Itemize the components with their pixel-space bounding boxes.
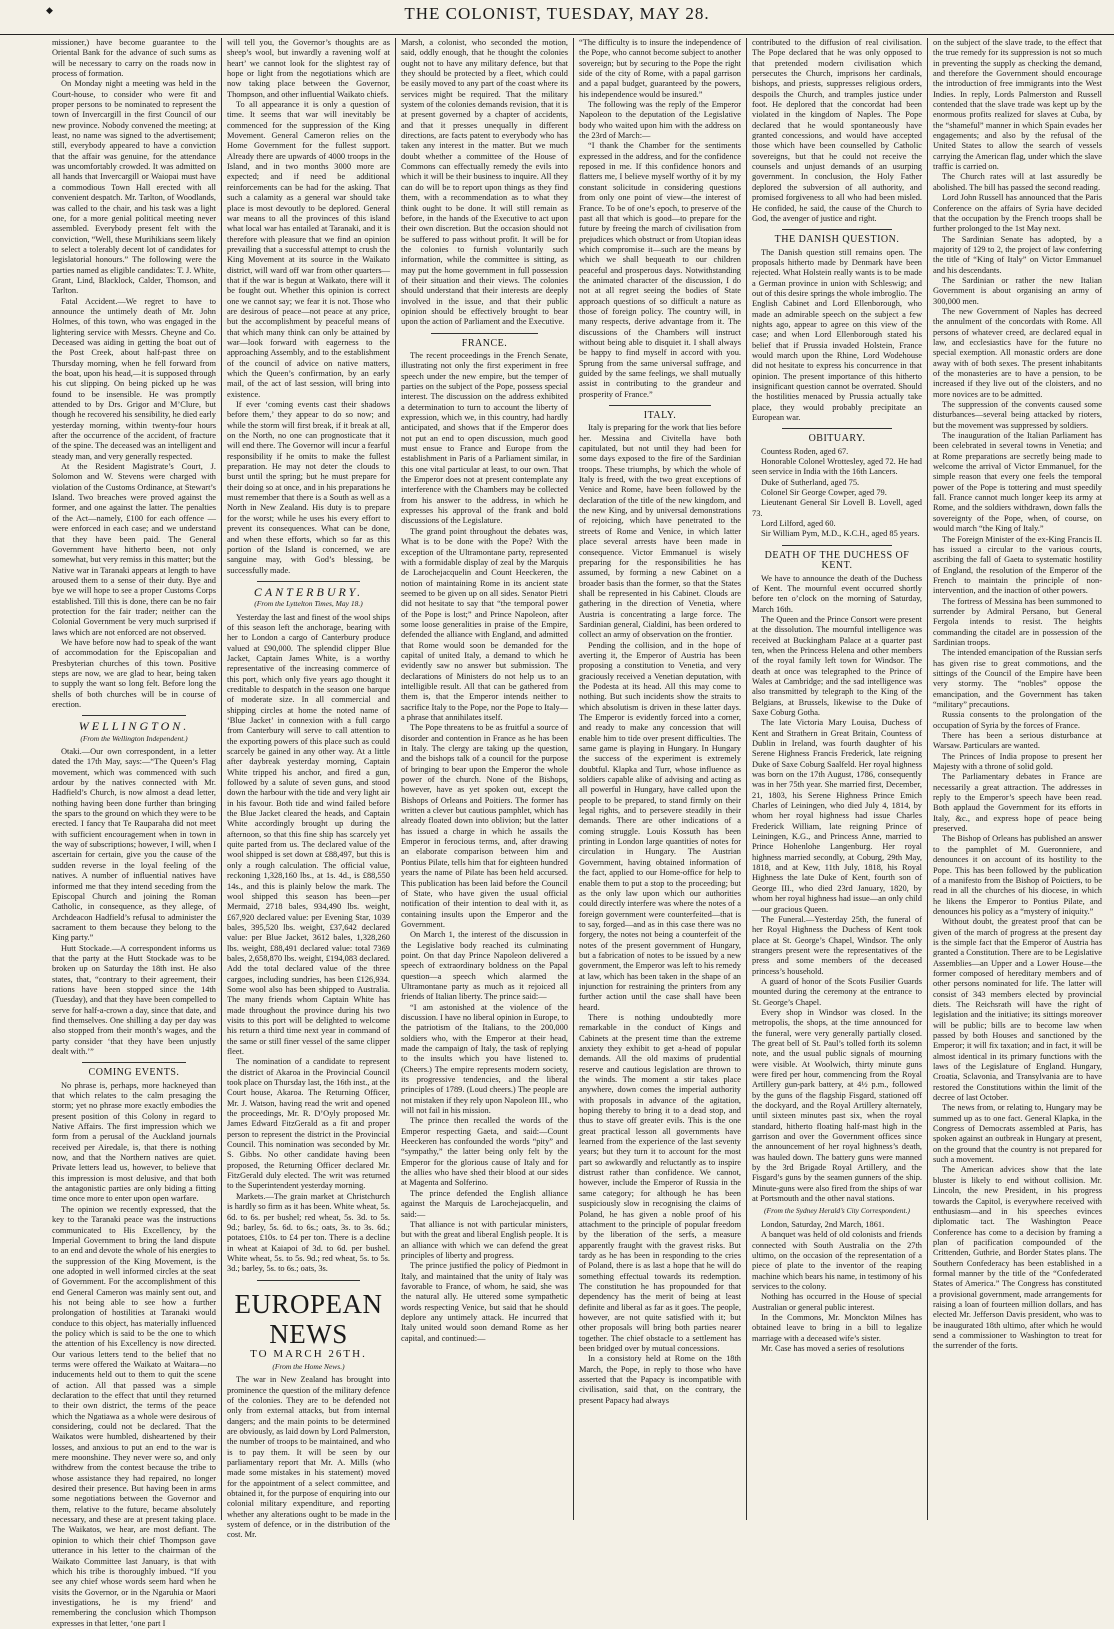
source-credit: (From the Home News.) bbox=[272, 1361, 345, 1371]
article-paragraph: The nomination of a candidate to represent the district of Akaroa in the Provincial Council took place on Thursday last, the 16th inst., at the Court house, Akaroa. The Returning Officer, Mr. J. Watson, having read the writ and opened the proceedings, Mr. R. D’Oyly proposed Mr. James Edward FitzGerald as a fit and proper person to represent the district in the Provincial Council. This nomination was seconded by Mr. S. Gibbs. No other candidate having been proposed, the Returning Officer declared Mr. FitzGerald duly elected. The writ was returned to the Superintendent yesterday morning. bbox=[227, 1057, 390, 1191]
article-paragraph: The recent proceedings in the French Senate, illustrating not only the first experiment in free speech under the new empire, but the temper of parties on the subject of the Pope, possess special interest. The discussion on the address exhibited a determination to turn to account the liberty of expression, which we, in this country, had hardly anticipated, and shows that if the Emperor does not put an end to open discussion, much good must ensue to France and Europe from the establishment in Paris of a Parliament similar, in this one vital particular at least, to our own. That the Emperor does not at present contemplate any interference with the Chambers may be collected from his answer to the address, in which he expresses his approval of the frank and bold discussions of the Legislature. bbox=[401, 350, 568, 526]
article-paragraph: The prince justified the policy of Piedmont in Italy, and maintained that the unity of Italy was favorable to France, of whom, he said, she was the natural ally. He uttered some sympathetic words respecting Venice, but said that he should deplore any untimely attack. He incurred that Italy united would soon demand Rome as her capital, and continued:— bbox=[401, 1261, 568, 1343]
article-paragraph: Lord John Russell has announced that the Paris Conference on the affairs of Syria have decided that the occupation by the French troops shall be further prolonged to the 1st May next. bbox=[933, 193, 1102, 234]
source-credit: (From the Wellington Independent.) bbox=[80, 733, 188, 743]
newspaper-title: THE COLONIST, TUESDAY, MAY 28. bbox=[404, 4, 710, 23]
column-6 bbox=[933, 38, 1102, 1520]
article-paragraph: There has been a serious disturbance at Warsaw. Particulars are wanted. bbox=[933, 731, 1102, 751]
banner-heading: EUROPEAN NEWS bbox=[234, 1288, 383, 1349]
section-divider bbox=[82, 715, 186, 716]
article-paragraph: The American advices show that the late bluster is likely to end without collision. Mr. Lincoln, the new President, in his progress towards the Capitol, is everywhere received with enthusiasm—and in his speeches evinces diplomatic tact. The Washington Peace Conference has come to a decision by framing a plan of pacification compounded of the Crittenden, Guthrie, and Border States plans. The Southern Confederacy has been established in a formal manner by the title of the “Confederated States of America.” The Congress has constituted a provisional government, made arrangements for raising a loan of fourteen million dollars, and has elected Mr. Jefferson Davis president, who was to be inaugurated 18th ultimo, after which he would send a commissioner to Washington to treat for the surrender of the forts. bbox=[933, 1165, 1102, 1351]
section-divider bbox=[782, 428, 892, 429]
section-heading: WELLINGTON. bbox=[78, 719, 190, 734]
article-paragraph: If ever ‘coming events cast their shadows before them,’ they appear to do so now; and while the storm will first break, if it break at all, on the North, no one can prognosticate that it will end there. The Governor will incur a fearful responsibility if he omits to make the fullest preparation. He may not deter the clouds to burst until the spring; but he must prepare for their doing so at once, and in his preparations he must remember that there is a South as well as a North in New Zealand. His duty is to prepare for the worst; while he uses his every effort to prevent its consequences. What can be done, and when these efforts, which so far as this portion of the Island is concerned, we are sanguine may, with God’s blessing, be successfully made. bbox=[227, 400, 390, 575]
article-paragraph: Sir William Pym, M.D., K.C.H., aged 85 years. bbox=[761, 529, 920, 539]
section-heading: OBITUARY. bbox=[808, 433, 866, 445]
article-paragraph: In a consistory held at Rome on the 18th March, the Pope, in reply to those who have asserted that the Papacy is incompatible with civilisation, said that, on the contrary, the present Papacy had always bbox=[579, 1354, 741, 1405]
section-heading: FRANCE. bbox=[461, 337, 508, 349]
column-2 bbox=[227, 38, 390, 1540]
section-heading: THE DANISH QUESTION. bbox=[774, 234, 900, 246]
article-paragraph: In the Commons, Mr. Monckton Milnes has obtained leave to bring in a bill to legalize marriage with a deceased wife’s sister. bbox=[752, 1312, 922, 1343]
page-body bbox=[52, 38, 1102, 1628]
article-paragraph: The Bishop of Orleans has published an answer to the pamphlet of M. Gueronniere, and denounces it on account of its hostility to the Pope. This has been followed by the publication of a manifesto from the Bishop of Poictiers, to be read in all the churches of his diocese, in which he likens the Emperor to Pontius Pilate, and denounces his policy as a “mystery of iniquity.” bbox=[933, 834, 1102, 916]
article-paragraph: The Queen and the Prince Consort were present at the dissolution. The mournful intelligence was received at Buckingham Palace at a quarter past ten, when the Princess Helena and other members of the royal family left town for Windsor. The death at once was telegraphed to the Prince of Wales at Cambridge; and the sad intelligence was also transmitted by telegraph to the King of the Belgians, at Brussels, likewise to the Duke of Saxe Coburg Gotha. bbox=[752, 614, 922, 717]
column-rule bbox=[221, 38, 222, 1520]
section-divider bbox=[257, 1280, 360, 1281]
article-paragraph: We have to announce the death of the Duchess of Kent. The mournful event occurred shortly before ten o’clock on the morning of Saturday, March 16th. bbox=[752, 573, 922, 614]
section-heading: CANTERBURY. bbox=[253, 584, 364, 599]
masthead bbox=[0, 0, 1114, 35]
column-1 bbox=[52, 38, 216, 1628]
column-5 bbox=[752, 38, 922, 1520]
article-paragraph: Yesterday the last and finest of the wool ships of this season left the anchorage, bearing with her to London a cargo of Canterbury produce valued at £90,000. The splendid clipper Blue Jacket, Captain James White, is a worthy representative of the increasing commerce of this port, which only five years ago thought it creditable to despatch in the season one barque of moderate size. In all commercial and shipping circles at home the noted name of ‘Blue Jacket’ in connexion with a full cargo from Canterbury will serve to call attention to the exporting powers of this place such as could scarcely be gained in any other way. At a little after daybreak yesterday morning, Captain White tripped his anchor, and fired a gun, followed by a salute of seven guns, and stood down the harbour with the tide and very light air in his favour. Both tide and wind failed before the Blue Jacket cleared the heads, and Captain White accordingly brought up during the afternoon, so that this fine ship has scarcely yet quite parted from us. The declared value of the wool shipped is set down at £88,497, but this is only a rough calculation. The official value, reckoning 1,328,160 lbs., at 1s. 4d., is £88,550 14s., and this is plainly below the mark. The wool shipped this season has been—per Mermaid, 2718 bales, 934,490 lbs. weight, £67,920 declared value: per Evening Star, 1039 bales, 395,520 lbs. weight, £37,642 declared value: per Blue Jacket, 3612 bales, 1,328,260 lbs. weight, £88,491 declared value: total 7369 bales, 2,658,870 lbs. weight, £194,083 declared. Add the total declared value of the three cargoes, including sundries, has been £126,934. Some wool also has been shipped to Australia. The many friends whom Captain White has made throughout the province during his two visits to this port will be delighted to welcome his return a third time next year in command of the same or still finer vessel of the same clipper fleet. bbox=[227, 612, 390, 1056]
column-rule bbox=[927, 38, 928, 1520]
article-paragraph: At the Resident Magistrate’s Court, J. Solomon and W. Stevens were charged with violation of the Customs Ordinance, at Stewart’s Island. Two breaches were proved against the former, and one against the latter. The penalties of the Act—namely, £100 for each offence —were enforced in each case; and we understand that they have been paid. The General Government have hitherto been, not only somewhat, but very remiss in this matter; but the Native war in Taranaki appears at length to have aroused them to a sense of their duty. Bye and bye we will hope to see a proper Customs Corps established. Till this is done, there can be no fair protection for the fair trader; neither can the Colonial Government be very much surprised if laws which are not enforced are not observed. bbox=[52, 462, 216, 637]
article-paragraph: The late Victoria Mary Louisa, Duchess of Kent and Strathern in Great Britain, Countess of Dublin in Ireland, was fourth daughter of his Serene Highness Francis Frederick, late reigning Duke of Saxe Coburg Saalfeld. Her royal highness was born on the 17th August, 1786, consequently was in her 75th year. She married first, December, 21, 1803, his Serene Highness Prince Emich Charles of Leiningen, who died July 4, 1814, by whom her royal highness had issue Charles Frederick William, late reigning Prince of Leiningen, K.G., and Princess Anne, married to Prince Hohenlohe Langenburg. Her royal highness married secondly, at Coburg, 29th May, 1818, and at Kew, 11th July, 1818, his Royal Highness the late Duke of Kent, fourth son of George III., who died 23rd January, 1820, by whom her royal highness had issue—an only child—our gracious Queen. bbox=[752, 718, 922, 914]
article-paragraph: The Pope threatens to be as fruitful a source of disorder and contention in France as he has been in Italy. The clergy are taking up the question, and the bishops talk of a council for the purpose of bringing to bear upon the Emperor the whole power of the church. None of the Bishops, however, have as yet spoken out, except the Bishops of Orleans and Poitiers. The former has written a clever but cautious pamphlet, which has already floated down into oblivion; but the latter has issued a charge in which he assails the Emperor in ferocious terms, and, after drawing an elaborate comparison between him and Pontius Pilate, tells him that for eighteen hundred years the name of Pilate has been held accursed. This publication has been laid before the Council of State, who have given the usual official notification of their intention to deal with it, as containing insults upon the Emperor and the Government. bbox=[401, 723, 568, 929]
article-paragraph: Colonel Sir George Cowper, aged 79. bbox=[761, 488, 887, 498]
article-paragraph: on the subject of the slave trade, to the effect that the true remedy for its suppression is not so much in preventing the supply as checking the demand, and therefore the Government should encourage the introduction of free immigrants into the West Indies. In reply, Lords Palmerston and Russell contended that the slave trade was kept up by the enormous profits realized for slaves at Cuba, by the “shameful” manner in which Spain evades her engagements; and also by the refusal of the United States to allow the search of vessels carrying the American flag, under which the slave traffic is carried on. bbox=[933, 38, 1102, 172]
article-paragraph: The suppression of the convents caused some disturbances—several being attacked by rioters, but the movement was suppressed by soldiers. bbox=[933, 400, 1102, 430]
article-paragraph: The fortress of Messina has been summoned to surrender by Admiral Persano, but General Fergola intends to resist. The heights commanding the citadel are in possession of the Sardinian troops. bbox=[933, 596, 1102, 647]
section-divider bbox=[431, 333, 538, 334]
article-paragraph: “I am astonished at the violence of the discussion. I have no liberal opinion in Europe, to the patriotism of the Italians, to the 200,000 soldiers who, with the Emperor at their head, made the campaign of Italy, the task of replying to the insults which you have listened to. (Cheers.) The empire represents modern society, its progressive tendencies, and the liberal principles of 1789. (Loud cheers.) The people are not mistaken if they rely upon Napoleon III., who will not fail in his mission. bbox=[401, 1002, 569, 1116]
article-paragraph: Markets.—The grain market at Christchurch is hardly so firm as it has been. White wheat, 5s. 6d. to 6s. per bushel; red wheat, 5s. 3d. to 5s. 9d.; barley, 5s. 6d. to 6s.; oats, 3s. to 3s. 6d.; potatoes, £10s. to £4 per ton. There is a decline in wheat at Kaiapoi of 3d. to 6d. per bushel. White wheat, 5s. to 5s. 9d.; red wheat, 5s. to 5s. 3d.; barley, 5s. to 6s.; oats, 3s. bbox=[227, 1191, 390, 1274]
article-paragraph: Russia consents to the prolongation of the occupation of Syria by the forces of France. bbox=[933, 710, 1102, 730]
article-paragraph: Pending the collision, and in the hope of averting it, the Emperor of Austria has been proposing a constitution to Venetia, and very graciously received a Venetian deputation, with the Podesta at its head. All this may come to nothing. But such incidents show the straits to which absolutism is driven in these latter days. The Emperor is evidently forced into a corner, and ready to make any concession that will enable him to tide over present difficulties. The same game is playing in Hungary. In Hungary the success of the experiment is extremely doubtful. Klapka and Turr, whose influence as soldiers capable alike of advising and acting as all powerful in Hungary, have called upon the people to be prepared, to stand firmly on their legal rights, and to persevere steadily in their demands. There are other indications of a coming struggle. Louis Kossuth has been printing in London large quantities of notes for circulation in Hungary. The Austrian Government, having obtained information of the fact, applied to our Home-office for help to enable them to put a stop to the proceeding; but as the only law upon which our authorities could directly interfere was where the notes of a foreign government were counterfeited—that is to say, forged—and as in this case there was no forgery, the notes not being a counterfeit of the notes of the present government of Hungary, but a fabrication of notes to be issued by a new government, the Emperor was left to his remedy at law, which has been taken in the shape of an injunction for restraining the printers from any further action until the case shall have been heard. bbox=[579, 640, 741, 1012]
article-paragraph: That alliance is not with particular ministers, but with the great and liberal English people. It is an alliance with which we can defend the great principles of liberty and progress. bbox=[401, 1219, 568, 1260]
article-paragraph: Duke of Sutherland, aged 75. bbox=[761, 477, 860, 487]
article-paragraph: “The difficulty is to insure the independence of the Pope, who cannot become subject to another sovereign; but by securing to the Pope the right side of the city of Rome, with a papal garrison and a papal budget, guaranteed by the powers, his independence would be insured.” bbox=[579, 38, 741, 99]
article-paragraph: will tell you, the Governor’s thoughts are as sheep’s wool, but inwardly a ravening wolf at heart’ we cannot look for the slightest ray of hope or light from the negotiations which are now taking place between the Governor, Thompson, and other influential Waikato chiefs. bbox=[227, 38, 390, 99]
article-paragraph: The intended emancipation of the Russian serfs has given rise to great commotions, and the sittings of the Council of the Empire have been very stormy. The “nobles” oppose the emancipation, and the Government has taken “military” precautions. bbox=[933, 648, 1102, 709]
article-paragraph: London, Saturday, 2nd March, 1861. bbox=[761, 1219, 885, 1229]
section-heading: ITALY. bbox=[643, 410, 677, 422]
article-paragraph: The following was the reply of the Emperor Napoleon to the deputation of the Legislative body who waited upon him with the address on the 23rd of March:— bbox=[579, 100, 741, 141]
article-paragraph: No phrase is, perhaps, more hackneyed than that which relates to the calm presaging the storm; yet no phrase more exactly embodies the present position of this Colony in regard to Native Affairs. The first impression which we form from a perusal of the Auckland journals received per Airedale, is, that there is nothing now, and that the Northern natives are quiet. Private letters lead us, however, to believe that this impression is most delusive, and that both the antagonistic parties are only biding a fitting time once more to enter upon open warfare. bbox=[52, 1080, 216, 1204]
section-heading: DEATH OF THE DUCHESS OF KENT. bbox=[764, 549, 910, 572]
article-paragraph: The war in New Zealand has brought into prominence the question of the military defence of the colonies. They are to be defended not only from external attacks, but from internal dangers; and the main points to be determined are obviously, as laid down by Lord Palmerston, the number of troops to be maintained, and who is to pay them. It will be seen by our parliamentary report that Mr. A. Mills (who made some mistakes in his statement) moved for the appointment of a select committee, and obtained it, for the purpose of enquiring into our colonial military expenditure, and reporting whether any alterations ought to be made in the system of defence, or in the distribution of the cost. Mr. bbox=[227, 1375, 390, 1540]
section-divider bbox=[82, 1062, 186, 1063]
article-paragraph: The Sardinian Senate has adopted, by a majority of 129 to 2, the project of law conferring the title of “King of Italy” on Victor Emmanuel and his descendants. bbox=[933, 234, 1102, 275]
article-paragraph: missioner,) have become guarantee to the Oriental Bank for the advance of such sums as will be necessary to carry on the roads now in process of formation. bbox=[52, 38, 216, 79]
article-paragraph: Without doubt, the greatest proof that can be given of the march of progress at the present day is the simple fact that the Emperor of Austria has granted a Constitution. There are to be Legislative Assemblies—an Upper and a Lower House—the former composed of hereditary members and of other persons nominated for life. The latter will consist of 343 members elected by provincial diets. The Reichsrath will have the right of legislation and the initiative; its sittings moreover will be public; bills are to become law when passed by both Houses and sanctioned by the Emperor; it will fix taxation; and in fact, it will be almost identical in its primary functions with the laws of the Legislature of England. Hungary, Croatia, Sclavonia, and Transylvania are to have restored the Constitutions within the limit of the decree of last October. bbox=[933, 917, 1102, 1103]
article-paragraph: Nothing has occurred in the House of special Australian or general public interest. bbox=[752, 1292, 922, 1312]
article-paragraph: Italy is preparing for the work that lies before her. Messina and Civitella have both capitulated, but not until they had been for some days exposed to the fire of the Sardinian troops. These triumphs, by which the whole of Italy is freed, with the two great exceptions of Venice and Rome, have been followed by the declaration of the title of the new kingdom, and the new King, and by universal demonstrations of rejoicing, which have penetrated to the streets of Rome and Venice, in which latter place several arrests have been made in consequence. Victor Emmanuel is wisely preparing for the responsibilities he has assumed, by forming a new Cabinet on a broader basis than the former, so that the States shall be represented in his Cabinet. Clouds are gathering in the direction of Venetia, where Austria is concentrating a large force. The Sardinian general, Cialdini, has been ordered to collect an army of observation on the frontier. bbox=[579, 423, 741, 640]
article-paragraph: The Church rates will at last assuredly be abolished. The bill has passed the second reading. bbox=[933, 172, 1102, 192]
column-rule bbox=[573, 38, 574, 1520]
article-paragraph: The prince then recalled the words of the Emperor respecting Gaeta, and said:—Count Heeckeren has confounded the words “pity” and “sympathy,” the latter being only felt by the Emperor for the glorious cause of Italy and for the allies who have shed their blood at our sides at Magenta and Solferino. bbox=[401, 1116, 568, 1188]
column-4 bbox=[579, 38, 741, 1520]
banner-subheading: TO MARCH 26TH. bbox=[250, 1347, 367, 1360]
source-credit: (From the Lyttelton Times, May 18.) bbox=[254, 599, 363, 609]
section-divider bbox=[782, 545, 892, 546]
column-rule bbox=[395, 38, 396, 1520]
ornament-icon: ◆ bbox=[46, 6, 53, 16]
article-paragraph: Honorable Colonel Wrottesley, aged 72. He had seen service in India with the 16th Lancers. bbox=[752, 457, 922, 477]
article-paragraph: There is nothing undoubtedly more remarkable in the conduct of Kings and Cabinets at the present time than the extreme anxiety they exhibit to get a-head of popular demands. All the old maxims of prudential reserve and cautious legislation are thrown to the winds. The moment a stir takes place anywhere, down comes the imperial authority with proposals in advance of the agitation, hoping thereby to bring it to a dead stop, and thus to stave off greater evils. This is the one great practical lesson all governments have learned from the experience of the last seventy years; but they turn it to account for the most part so awkwardly and reluctantly as to inspire distrust rather than confidence. We cannot, however, include the Emperor of Russia in the same category; for although he has been suspiciously slow in recognising the claims of Poland, he has given a noble proof of his attachment to the principle of popular freedom by the liberation of the serfs, a measure apparently fraught with the gravest risks. But tardy as he has been in responding to the cries of Poland, there is as last a hope that he will do something effectual towards its redemption. The constitution he has propounded for that dependency has the merit of being at least definite and liberal as far as it goes. The people, however, are not quite satisfied with it; but other proposals will bring both parties nearer together. The chief obstacle to a settlement has been bridged over by mutual concessions. bbox=[579, 1012, 741, 1353]
article-paragraph: Lord Lilford, aged 60. bbox=[761, 519, 836, 529]
section-divider bbox=[782, 229, 892, 230]
article-paragraph: The Sardinian or rather the new Italian Government is about organising an army of 300,000 men. bbox=[933, 275, 1102, 306]
column-3 bbox=[401, 38, 568, 1520]
article-paragraph: The grand point throughout the debates was, What is to be done with the Pope? With the exception of the Ultramontane party, represented with a formidable display of zeal by the Marquis de Larochejacquelin and Count Heeckeren, the notion of maintaining Rome in its ancient state seemed to be given up on all sides. Senator Pietri did not hesitate to say that “the temporal power of the Pope is lost;” and Prince Napoleon, after some loose generalities in praise of the Empire, defended the alliance with England, and admitted that Rome would soon be demanded for the capital of united Italy, a demand to which he evidently saw no answer but submission. The declarations of Ministers do not help us to an intelligible result. All that can be gathered from them is, that the Emperor intends neither to sacrifice Italy to the Pope, nor the Pope to Italy—a phrase that annihilates itself. bbox=[401, 526, 568, 722]
article-paragraph: The Princes of India propose to present her Majesty with a throne of solid gold. bbox=[933, 751, 1102, 772]
article-paragraph: “I thank the Chamber for the sentiments expressed in the address, and for the confidence reposed in me. If this confidence honors and flatters me, I believe myself worthy of it by my constant solicitude in considering questions from only one point of view—the interest of France. To be of one’s epoch, to preserve of the past all that which is good—to prepare for the future by freeing the march of civilisation from prejudices which obstruct or from Utopian ideas which compromise it—such are the means by which we shall bequeath to our children peaceful and prosperous days. Notwithstanding the animated character of the discussion, I do not at all regret seeing the bodies of State approach questions of so difficult a nature as those of foreign policy. The country will, in many respects, derive advantage from it. The discussions of the Chambers will instruct without being able to disquiet it. I shall always be happy to find myself in accord with you. Sprung from the same universal suffrage, and guided by the same feelings, we shall mutually assist in contributing to the grandeur and prosperity of France.” bbox=[579, 141, 741, 399]
source-credit: (From the Sydney Herald’s City Correspondent.) bbox=[764, 1206, 910, 1216]
article-paragraph: A banquet was held of old colonists and friends connected with South Australia on the 27th ultimo, on the occasion of the representation of a piece of plate to the inventor of the reaping machine which bears his name, in testimony of his services to the colony. bbox=[752, 1230, 922, 1291]
article-paragraph: contributed to the diffusion of real civilisation. The Pope declared that he was only opposed to that pretended modern civilisation which persecutes the Church, imprisons her cardinals, bishops, and priests, suppresses religious orders, despoils the Church, and tramples justice under foot. He deplored that the concordat had been violated in the kingdom of Naples. The Pope declared that he would spontaneously have granted concessions, and would have accepted those which have been counselled by Catholic sovereigns, but that he could not receive the counsels and unjust demands of an usurping government. In conclusion, the Holy Father deplored the subversion of all authority, and promised forgiveness to all who had been misled. He confided, he said, the cause of the Church to God, the avenger of justice and right. bbox=[752, 38, 922, 223]
article-paragraph: The Foreign Minister of the ex-King Francis II. has issued a circular to the various courts, ascribing the fall of Gaeta to systematic hostility of England, the resolution of the Emperor of the French to maintain the principle of non-intervention, and the inaction of other powers. bbox=[933, 534, 1102, 596]
article-paragraph: On March 1, the interest of the discussion in the Legislative body reached its culminating point. On that day Prince Napoleon delivered a speech of extraordinary boldness on the Papal question—a speech which alarmed the Ultramontane party as much as it rejoiced all friends of Italian liberty. The prince said:— bbox=[401, 930, 568, 1002]
article-paragraph: The inauguration of the Italian Parliament has been celebrated in several towns in Venetia; and at Rome preparations are secretly being made to welcome the arrival of Victor Emmanuel, for the simple reason that every one feels the temporal power of the Pope is tottering and must speedily fall. France cannot much longer keep its army at Rome, and the soldiers withdrawn, down falls the sovereignty of the Pope, when, of course, on would march “the King of Italy.” bbox=[933, 431, 1102, 534]
article-paragraph: We have before now had to speak of the want of accommodation for the Episcopalian and Presbyterian churches of this town. Positive steps are now, we are glad to hear, being taken to supply the want so long felt. Before long the shells of both churches will be in course of erection. bbox=[52, 637, 216, 709]
article-paragraph: Countess Roden, aged 67. bbox=[761, 446, 849, 456]
article-paragraph: Mr. Case has moved a series of resolutions bbox=[761, 1343, 905, 1353]
article-paragraph: Otaki.—Our own correspondent, in a letter dated the 17th May, says:—“The Queen’s Flag movement, which was commenced with such ardour by the natives connected with Mr. Hadfield’s Church, is now almost a dead letter, nothing having been done further than bringing the spars to the ground on which they were to be erected. I fancy that Te Rauparaha did not meet with sufficient encouragement when in town in the way of subscriptions; however, I will, when I ascertain for certain, give you the cause of the sudden reverse in the loyal feeling of the natives. A number of influential natives have informed me that they intend seceding from the Episcopal Church and joining the Roman Catholic, in consequence, as they allege, of Archdeacon Hadfield’s refusal to administer the sacrament to them because they belong to the King party.” bbox=[52, 747, 216, 943]
article-paragraph: On Monday night a meeting was held in the Court-house, to consider who were fit and proper persons to be nominated to represent the town of Invercargill in the first Council of our new province. Nobody convened the meeting; at least, no name was signed to the advertisement; still, everybody appeared to have a conviction that the affair was genuine, for the attendance was uncomfortably crowded. It was admitted on all hands that Invercargill or Waiopai must have a commodious Town Hall erected with all convenient despatch. Mr. Tarlton, of Woodlands, was called to the chair, and his task was a light one, for a more genial political meeting never assembled. Everybody present felt with the conviction, “Well, these Murihikians seem likely to select a tolerably decent lot of candidates for legislatorial honours.” The following were the parties named as eligible candidates: T. J. White, Grant, Lind, Blacklock, Calder, Thomson, and Tarlton. bbox=[52, 79, 216, 296]
section-heading: COMING EVENTS. bbox=[88, 1067, 180, 1079]
article-paragraph: Every shop in Windsor was closed. In the metropolis, the shops, at the time announced for the funeral, were very generally partially closed. The great bell of St. Paul’s tolled forth its solemn note, and the usual public signals of mourning were visible. At Woolwich, thirty minute guns were fired per hour, commencing from the Royal Artillery gun-park battery, at 4½ p.m., followed by the guns of the flagship Fisgard, stationed off the dockyard, and the Royal Artillery alternately, until sixteen minutes past six, when the royal standard, hitherto floating half-mast high in the garrison and over the Government offices since the announcement of her royal highness’s death, was hauled down. The battery guns were manned by the 3rd Brigade Royal Artillery, and the Fisgard’s guns by the seamen gunners of the ship. Minute-guns were also fired from the ships of war at Portsmouth and the other naval stations. bbox=[752, 1007, 922, 1204]
article-paragraph: The Parliamentary debates in France are necessarily a great attraction. The addresses in reply to the Emperor’s speech have been read. Both applaud the Government for its efforts in Italy, &c., and express hope of peace being preserved. bbox=[933, 772, 1102, 834]
column-rule bbox=[746, 38, 747, 1520]
article-paragraph: Hutt Stockade.—A correspondent informs us that the party at the Hutt Stockade was to be broken up on Saturday the 18th inst. He also states, that, “contrary to their agreement, their rations have been stopped since the 14th (Tuesday), and that they have been compelled to serve for half-a-crown a day, since that date, and find themselves. One shilling a day per day was also stopped from their month’s wages, and the party consider ‘that they have been unjustly dealt with.’” bbox=[52, 943, 216, 1056]
article-paragraph: Marsh, a colonist, who seconded the motion, said, oddly enough, that he thought the colonies ought not to have any military defence, but that they should be protected by a fleet, which could be easily moved to any part of the coast where its services might be required. That the military system of the colonies demands revision, that it is at present governed by a chapter of accidents, and that it presses unequally in different directions, are facts patent to everybody who has taken any interest in the matter. But we much doubt whether a committee of the House of Commons can effectually remedy the evils into which it will be their business to inquire. All they can do will be to report upon things as they find them, with a recommendation as to what they think ought to be done. It will still remain as before, in the hands of the Executive to act upon their own discretion. But the occasion should not be suffered to pass without profit. It will be for the colonies to furnish voluntarily such information, while the committee is sitting, as may put the home government in full possession of their situation and their views. The colonies should understand that their interests are deeply involved in the issue, and that their public opinion should be effectively brought to bear upon the action of Parliament and the Executive. bbox=[401, 38, 568, 327]
article-paragraph: The new Government of Naples has decreed the annulment of the concordats with Rome. All persons of whatever creed, are declared equal in law, and ecclesiastics have for the future no special exemption. All monastic orders are done away with of both sexes. The present inhabitants of the monasteries are to have a pension, to be increased if they live out of the cloisters, and no more novices are to be admitted. bbox=[933, 306, 1102, 399]
section-divider bbox=[609, 405, 711, 406]
article-paragraph: The news from, or relating to, Hungary may be summed up as to one fact. General Klapka, in the Congress of Democrats assembled at Paris, has spoken against an outbreak in Hungary at present, on the ground that the country is not prepared for such a movement. bbox=[933, 1103, 1102, 1165]
section-divider bbox=[257, 581, 360, 582]
article-paragraph: Lieutenant General Sir Lovell B. Lovell, aged 73. bbox=[752, 498, 922, 518]
article-paragraph: Fatal Accident.—We regret to have to announce the untimely death of Mr. John Holmes, of this town, who was engaged in the lightering service with Messrs. Cheyne and Co. Deceased was aiding in getting the boat out of the Post Creek, about half-past three on Thursday morning, when he fell forward from the boat, upon his head,—it is supposed through his cut slipping. On being picked up he was found to be insensible. He was promptly attended to by Drs. Grigor and M’Clure, but though he recovered his sensibility, he died early yesterday morning, within twenty-four hours after the occurrence of the accident, of fracture of the spine. The deceased was an intelligent and steady man, and very generally respected. bbox=[52, 296, 216, 461]
article-paragraph: To all appearance it is only a question of time. It seems that war will inevitably be commenced for the suppression of the King Movement. General Cameron relies on the Home Government for the fullest support. Already there are upwards of 4000 troops in the Island, and in two months 3000 more are expected; and if need be additional reinforcements can be had for the asking. That such a calamity as a general war should take place is most devoutly to be deplored. General war means to all the provinces of this island what local war has entailed at Taranaki, and it is therefore with pleasure that we find an opinion prevailing that a successful attempt to crush the King Movement at its source in the Waikato district, will ward off war from other quarters—that if the war is begun at Waikato, there will it be fought out. Whether this opinion is correct one we cannot say; we fear it is not. Those who are desirous of peace—not peace at any price, but the accomplishment by peaceful means of that which many think can only be attained by war—look forward with eagerness to the approaching Assembly, and to the establishment of the council of advice on native matters, which the Queen’s confirmation, by an early mail, of the act of last session, will bring into existence. bbox=[227, 100, 390, 399]
article-paragraph: The Funeral.—Yesterday 25th, the funeral of her Royal Highness the Duchess of Kent took place at St. George’s Chapel, Windsor. The only strangers present were the representatives of the press and some members of the deceased princess’s household. bbox=[752, 914, 922, 976]
article-paragraph: The Danish question still remains open. The proposals hitherto made by Denmark have been rejected. What Holstein really wants is to be made a German province in union with Schleswig; and out of this desire springs the whole imbroglio. The English Cabinet and Lord Ellenborough, who made an admirable speech on the subject a few nights ago, appear to agree on this view of the case; and when Lord Ellenborough stated his belief that if Prussia invaded Holstein, France would march upon the Rhine, Lord Wodehouse did not hesitate to express his concurrence in that opinion. The present importance of this hitherto insignificant question cannot be overrated. Should the hostilities menaced by Prussia actually take place, they would probably precipitate an European war. bbox=[752, 247, 922, 423]
article-paragraph: The opinion we recently expressed, that the key to the Taranaki peace was the instructions communicated to His Excellency, by the Imperial Government to bring the land dispute to an end and devote the whole of his energies to the suppression of the King Movement, is the one adopted in well informed circles at the seat of Government. For the accomplishment of this end General Cameron was mainly sent out, and his not being able to see how a further prolongation of hostilities at Taranaki would conduce to this object, has materially influenced the policy which is said to be the one to which the attention of his Excellency is now directed. Our various letters tend to the belief that no terms were offered the Waikato at Waitara—no inducements held out to them to quit the scene of action. All that passed was a simple declaration to the effect that until they returned to their own district, the terms of the peace which the Ngatiawa as a whole were desirous of considering, could not be declared. That the Waikatos were humbled, disheartened by their losses, and anxious to put an end to the war is mere moonshine. They never were so, and only withdrew from the contest because the tribe to whose assistance they had repaired, no longer desired their presence. But having been in arms some negotiations between the Governor and them, relative to the future, became absolutely necessary, and these are at present taking place. The Waikatos, we hear, are most defiant. The opinion to which their chief Thompson gave utterance in his letter to the chairman of the Waikato Committee last January, is that with which his tribe is thoroughly imbued. “If you see any chief whose words seem hard when he visits the Governor, or in the Ngaruhia or Maori investigations, he is my friend’ and remembering the conclusion which Thompson expresses in that letter, ‘one part I bbox=[52, 1204, 216, 1628]
article-paragraph: A guard of honor of the Scots Fusilier Guards mounted during the ceremony at the entrance to St. George’s Chapel. bbox=[752, 976, 922, 1007]
article-paragraph: The prince defended the English alliance against the Marquis de Larochejacquelin, and said:— bbox=[401, 1188, 568, 1219]
